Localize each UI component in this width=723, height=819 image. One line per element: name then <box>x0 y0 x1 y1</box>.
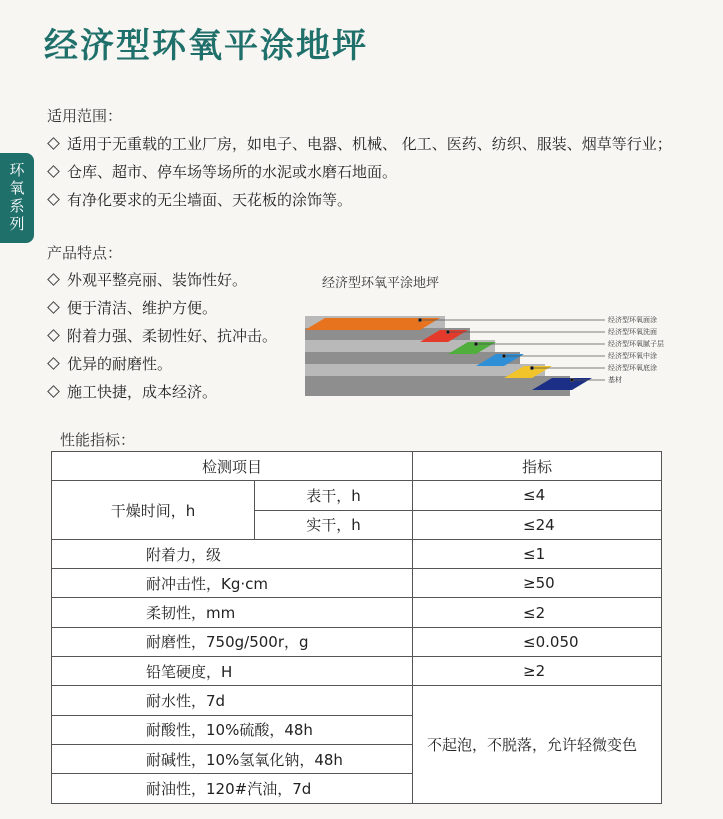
list-item: 便于清洁、维护方便。 <box>47 294 277 322</box>
features-list <box>47 266 277 406</box>
drying-sub: 实干，h <box>255 510 413 539</box>
side-tab-label: 环氧系列 <box>7 162 26 234</box>
drying-sub: 表干，h <box>255 481 413 510</box>
diamond-bullet-icon <box>47 301 60 314</box>
table-row <box>52 657 662 686</box>
resistance-item: 耐酸性，10%硫酸，48h <box>52 715 413 744</box>
row-item: 耐冲击性，Kg·cm <box>52 569 413 598</box>
scope-label: 适用范围： <box>47 107 123 125</box>
diamond-bullet-icon <box>47 137 60 150</box>
row-item: 柔韧性，mm <box>52 598 413 627</box>
layer-label: 经济型环氧面涂 <box>608 316 657 324</box>
resistance-item: 耐油性，120#汽油，7d <box>52 774 413 803</box>
table-row <box>52 569 662 598</box>
list-item: 仓库、超市、停车场等场所的水泥或水磨石地面。 <box>47 158 672 186</box>
resistance-item: 耐水性，7d <box>52 686 413 715</box>
diagram-title: 经济型环氧平涂地坪 <box>322 276 440 291</box>
table-row <box>52 539 662 568</box>
layer-label: 经济型环氧腻子层 <box>608 340 664 348</box>
header-item: 检测项目 <box>52 452 413 481</box>
diamond-bullet-icon <box>47 193 60 206</box>
layer-diagram-svg <box>300 268 710 408</box>
diamond-bullet-icon <box>47 357 60 370</box>
resistance-value: 不起泡，不脱落，允许轻微变色 <box>413 686 662 803</box>
row-value: ≤2 <box>413 598 662 627</box>
row-value: ≤1 <box>413 539 662 568</box>
diamond-bullet-icon <box>47 385 60 398</box>
table-row <box>52 598 662 627</box>
drying-label: 干燥时间，h <box>52 481 255 540</box>
row-value: ≥2 <box>413 657 662 686</box>
diamond-bullet-icon <box>47 165 60 178</box>
layer-label: 经济型环氧中涂 <box>608 352 657 360</box>
layer-label: 基材 <box>608 376 622 384</box>
drying-value: ≤24 <box>413 510 662 539</box>
performance-label: 性能指标： <box>60 431 136 449</box>
row-item: 附着力，级 <box>52 539 413 568</box>
features-label: 产品特点： <box>47 244 123 262</box>
performance-table <box>51 451 662 804</box>
layer-label: 经济型环氧底涂 <box>608 364 657 372</box>
side-category-tab[interactable] <box>0 153 34 243</box>
row-item: 铅笔硬度，H <box>52 657 413 686</box>
layer-block <box>305 364 545 376</box>
row-value: ≤0.050 <box>413 627 662 656</box>
resistance-item: 耐碱性，10%氢氧化钠，48h <box>52 744 413 773</box>
list-item: 附着力强、柔韧性好、抗冲击。 <box>47 322 277 350</box>
row-item: 耐磨性，750g/500r，g <box>52 627 413 656</box>
page-title: 经济型环氧平涂地坪 <box>44 26 368 66</box>
list-item: 优异的耐磨性。 <box>47 350 277 378</box>
row-value: ≥50 <box>413 569 662 598</box>
layer-label: 经济型环氧洗面 <box>608 328 657 336</box>
table-header-row <box>52 452 662 481</box>
drying-value: ≤4 <box>413 481 662 510</box>
diamond-bullet-icon <box>47 273 60 286</box>
diamond-bullet-icon <box>47 329 60 342</box>
list-item: 外观平整亮丽、装饰性好。 <box>47 266 277 294</box>
list-item: 施工快捷，成本经济。 <box>47 378 277 406</box>
table-row <box>52 686 662 715</box>
table-row <box>52 627 662 656</box>
table-row <box>52 481 662 510</box>
substrate-block <box>305 376 570 396</box>
list-item: 适用于无重载的工业厂房，如电子、电器、机械、 化工、医药、纺织、服装、烟草等行业； <box>47 130 672 158</box>
scope-list <box>47 130 672 214</box>
header-value: 指标 <box>413 452 662 481</box>
list-item: 有净化要求的无尘墙面、天花板的涂饰等。 <box>47 186 672 214</box>
layer-diagram <box>300 268 710 408</box>
